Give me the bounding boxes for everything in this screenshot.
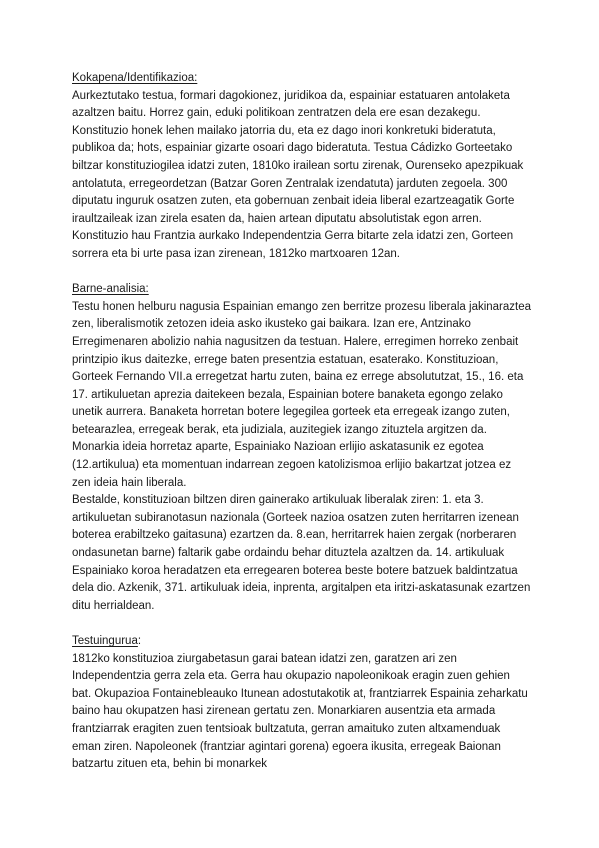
section-heading (72, 633, 532, 651)
section-title: Barne-analisia: (72, 283, 149, 296)
paragraph: Testu honen helburu nagusia Espainian emango zen berritze prozesu liberala jakinaraztea zen, liberalismotik zetozen ideia asko ikusteko gai baikara. Izan ere, Antzinako Erregimenaren abolizio nahia nagusitzen da testuan. Halere, erregimen horreko zenbait printzipio ikus daitezke, errege baten presentzia estatuan, esaterako. Konstituzioan, Gorteek Fernando VII.a erregetzat hartu zuten, baina ez errege absolututzat, 15., 16. eta 17. artikuluetan aprezia daitekeen bezala, Espainian botere banaketa egongo zelako unetik aurrera. Banaketa horretan botere legegilea gorteek eta erregeak izango zuten, betearazlea, erregeak berak, eta judiziala, auzitegiek izango zituztela argitzen da. Monarkia ideia horretaz aparte, Espainiako Nazioan erlijio askatasunik ez egotea (12.artikulua) eta momentuan indarrean zegoen katolizismoa erlijio bakartzat jotzea ez zen ideia hain liberala. (72, 300, 532, 489)
section-internal-analysis (72, 281, 532, 615)
section-title: Kokapena/Identifikazioa: (72, 72, 198, 84)
section-title-suffix: : (137, 635, 142, 647)
section-gap (72, 615, 532, 633)
paragraph: 1812ko konstituzioa ziurgabetasun garai batean idatzi zen, garatzen ari zen Independentzia gerra zela eta. Gerra hau okupazio napoleonikoak eragin zuen gehien bat. Okupazioa Fontainebleauko Itunean adostutakotik at, frantziarrek Espainia zeharkatu baino hau okupatzen hasi zirenean gertatu zen. Monarkiaren ausentzia eta armada frantziarrak eragiten zuen tentsioak bultzatuta, gerran amaituko zuten altxamenduak eman ziren. Napoleonek (frantziar agintari gorena) egoera ikusita, erregeak Baionan batzartu zituen eta, behin bi monarkek (72, 652, 528, 771)
document-body (72, 70, 532, 774)
section-title: Testuingurua (72, 635, 138, 647)
section-heading (72, 70, 532, 88)
section-gap (72, 264, 532, 282)
paragraph: Bestalde, konstituzioan biltzen diren gainerako artikuluak liberalak ziren: 1. eta 3. artikuluetan subiranotasun nazionala (Gorteek nazioa osatzen zuten herritarren izenean boterea erabiltzeko gaitasuna) ezartzen da. 8.ean, herritarrek haien zergak (norberaren ondasunetan barne) faltarik gabe ordaindu behar dituztela azaltzen da. 14. artikuluak Espainiako koroa heradatzen eta erregearen boterea beste botere batzuek baldintzatua dela dio. Azkenik, 371. artikuluak ideia, inprenta, argitalpen eta iritzi-askatasunak ezartzen ditu herrialdean. (72, 494, 531, 612)
section-heading (72, 281, 532, 299)
paragraph: Aurkeztutako testua, formari dagokionez, juridikoa da, espainiar estatuaren antolaketa azaltzen baitu. Horrez gain, eduki politikoan zentratzen dela ere esan dezakegu. Konstituzio honek lehen mailako jatorria du, eta ez dago inori konkretuki bideratuta, publikoa da; hots, espainiar gizarte osoari dago bideratuta. Testua Cádizko Gorteetako biltzar konstituziogilea idatzi zuten, 1810ko irailean sortu zirenak, Ourenseko apezpikuak antolatuta, erregeordetzan (Batzar Goren Zentralak izendatuta) jarduten zegoela. 300 diputatu inguruk osatzen zuten, eta gobernuan zenbait ideia liberal ezartzeagatik Gorte iraultzaileak izan zirela esaten da, haien artean diputatu absolutistak egon arren. Konstituzio hau Frantzia aurkako Independentzia Gerra bitarte zela idatzi zen, Gorteen sorrera eta bi urte pasa izan zirenean, 1812ko martxoaren 12an. (72, 89, 524, 260)
section-context (72, 633, 532, 774)
section-identification (72, 70, 532, 264)
